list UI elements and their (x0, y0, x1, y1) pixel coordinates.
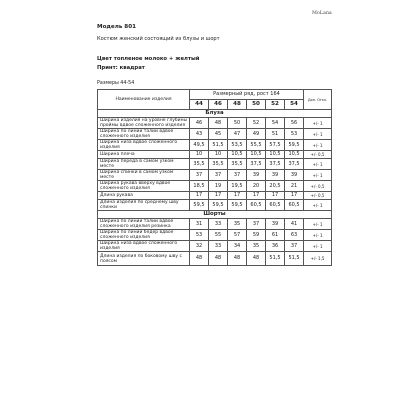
print-line: Принт: квадрат (97, 65, 145, 71)
table-row (98, 200, 332, 211)
measurement-value: 55 (209, 230, 228, 241)
measurement-value: 51,5 (285, 252, 304, 266)
product-description: Костюм женский состоящий из блузы и шорт (97, 36, 220, 42)
measurement-value: 41 (285, 219, 304, 230)
measurement-value: 17 (190, 192, 209, 200)
measurement-value: 18,5 (190, 181, 209, 192)
sizes-line: Размеры 44-54 (97, 81, 135, 86)
measurement-value: 51,5 (209, 140, 228, 151)
measurement-value: 37 (228, 170, 247, 181)
size-header: 52 (266, 100, 285, 110)
table-row (98, 170, 332, 181)
measurement-value: 61 (266, 230, 285, 241)
table-row (98, 140, 332, 151)
measurement-value: 48 (228, 252, 247, 266)
measurement-value: 53 (190, 230, 209, 241)
measurement-value: 17 (266, 192, 285, 200)
measurement-value: 60,5 (285, 200, 304, 211)
measurement-value: 59,5 (285, 140, 304, 151)
measurement-value: 47 (228, 129, 247, 140)
table-row (98, 230, 332, 241)
measurement-value: 37,5 (266, 159, 285, 170)
measurement-value: 59 (247, 230, 266, 241)
brand-label: MoLana (312, 11, 332, 16)
measurement-value: 19,5 (228, 181, 247, 192)
tolerance-value: +/- 0,5 (304, 181, 332, 192)
measurement-value: 63 (285, 230, 304, 241)
measurement-value: 49 (247, 129, 266, 140)
measurement-value: 54 (266, 118, 285, 129)
measurement-value: 39 (266, 219, 285, 230)
measurement-value: 57 (228, 230, 247, 241)
table-row (98, 252, 332, 266)
measurement-value: 35,5 (190, 159, 209, 170)
measurements-table (97, 89, 332, 266)
measurement-name: Ширина низа вдвое сложенного изделия (98, 140, 190, 151)
measurement-value: 52 (247, 118, 266, 129)
measurement-value: 37 (190, 170, 209, 181)
measurement-value: 56 (285, 118, 304, 129)
tolerance-column-header: Доп. Откл. (304, 90, 332, 110)
measurement-value: 20,5 (266, 181, 285, 192)
section-row (98, 110, 332, 118)
table-row (98, 241, 332, 252)
measurement-value: 36 (266, 241, 285, 252)
measurement-value: 59,5 (209, 200, 228, 211)
measurement-name: Ширина по линии талии вдвое сложенного изделия резинка (98, 219, 190, 230)
measurement-value: 50 (228, 118, 247, 129)
measurement-value: 33 (209, 219, 228, 230)
measurement-value: 55,5 (247, 140, 266, 151)
measurement-value: 60,5 (247, 200, 266, 211)
table-row (98, 192, 332, 200)
measurement-value: 43 (190, 129, 209, 140)
section-title: Блуза (98, 110, 332, 118)
measurement-value: 48 (190, 252, 209, 266)
measurement-name: Ширина по линии бедер вдвое сложенного изделия (98, 230, 190, 241)
measurement-value: 53,5 (228, 140, 247, 151)
tolerance-value: +/- 1 (304, 200, 332, 211)
measurement-value: 21 (285, 181, 304, 192)
model-title: Модель 801 (97, 24, 136, 30)
size-header: 46 (209, 100, 228, 110)
measurement-value: 57,5 (266, 140, 285, 151)
table-row (98, 219, 332, 230)
measurement-name: Ширина изделия на уровне глубины проймы вдвое сложенного изделия (98, 118, 190, 129)
measurement-value: 35 (247, 241, 266, 252)
measurement-value: 17 (228, 192, 247, 200)
tolerance-value: +/- 1 (304, 159, 332, 170)
measurement-value: 53 (285, 129, 304, 140)
measurement-name: Ширина спинки в самом узком месте (98, 170, 190, 181)
table-row (98, 159, 332, 170)
measurement-value: 34 (228, 241, 247, 252)
measurement-value: 37 (247, 219, 266, 230)
measurement-name: Ширина по линии талии вдвое сложенного изделия (98, 129, 190, 140)
size-header: 44 (190, 100, 209, 110)
measurement-name: Ширина рукава вверху вдвое сложенного изделия (98, 181, 190, 192)
tolerance-value: +/- 1 (304, 140, 332, 151)
measurement-value: 39 (247, 170, 266, 181)
section-title: Шорты (98, 211, 332, 219)
tolerance-value: +/- 1 (304, 129, 332, 140)
measurement-value: 51 (266, 129, 285, 140)
tolerance-value: +/- 1 (304, 170, 332, 181)
measurement-name: Ширина плеча (98, 151, 190, 159)
size-range-header: Размерный ряд, рост 164 (190, 90, 304, 100)
measurement-value: 17 (209, 192, 228, 200)
measurement-name: Длина рукава (98, 192, 190, 200)
size-header: 48 (228, 100, 247, 110)
measurement-value: 35,5 (228, 159, 247, 170)
measurement-value: 48 (209, 252, 228, 266)
measurement-value: 37 (209, 170, 228, 181)
measurement-value: 37 (285, 241, 304, 252)
measurement-value: 39 (266, 170, 285, 181)
name-column-header: Наименование изделия (98, 90, 190, 110)
measurement-value: 35,5 (209, 159, 228, 170)
measurement-value: 37,5 (285, 159, 304, 170)
measurement-value: 10,5 (247, 151, 266, 159)
measurement-value: 48 (209, 118, 228, 129)
measurement-value: 20 (247, 181, 266, 192)
measurement-value: 60,5 (266, 200, 285, 211)
measurement-name: Длина изделия по боковому шву с поясом (98, 252, 190, 266)
tolerance-value: +/- 0,5 (304, 151, 332, 159)
tolerance-value: +/- 1,5 (304, 252, 332, 266)
measurement-value: 37,5 (247, 159, 266, 170)
measurement-value: 33 (209, 241, 228, 252)
measurement-value: 45 (209, 129, 228, 140)
tolerance-value: +/- 1 (304, 241, 332, 252)
table-row (98, 118, 332, 129)
section-row (98, 211, 332, 219)
measurement-value: 46 (190, 118, 209, 129)
table-row (98, 181, 332, 192)
measurement-value: 32 (190, 241, 209, 252)
measurement-value: 51,5 (266, 252, 285, 266)
tolerance-value: +/- 1 (304, 118, 332, 129)
measurement-value: 10,5 (228, 151, 247, 159)
tolerance-value: +/- 1 (304, 219, 332, 230)
table-body (98, 110, 332, 266)
measurement-value: 17 (285, 192, 304, 200)
table-row (98, 151, 332, 159)
size-header: 54 (285, 100, 304, 110)
measurement-value: 10,5 (266, 151, 285, 159)
measurement-value: 59,5 (190, 200, 209, 211)
measurement-value: 48 (247, 252, 266, 266)
measurement-value: 17 (247, 192, 266, 200)
tolerance-value: +/- 1 (304, 230, 332, 241)
measurement-value: 39 (285, 170, 304, 181)
measurement-value: 10 (209, 151, 228, 159)
size-header: 50 (247, 100, 266, 110)
color-line: Цвет топленое молоко + желтый (97, 56, 200, 62)
measurement-value: 10,5 (285, 151, 304, 159)
measurement-value: 59,5 (228, 200, 247, 211)
measurement-value: 19 (209, 181, 228, 192)
measurement-name: Длина изделия по среднему шву спинки (98, 200, 190, 211)
measurement-name: Ширина низа вдвое сложенного изделия (98, 241, 190, 252)
measurement-value: 31 (190, 219, 209, 230)
measurement-value: 49,5 (190, 140, 209, 151)
measurement-value: 35 (228, 219, 247, 230)
table-row (98, 129, 332, 140)
measurement-value: 10 (190, 151, 209, 159)
tolerance-value: +/- 0,5 (304, 192, 332, 200)
measurement-name: Ширина переда в самом узком месте (98, 159, 190, 170)
